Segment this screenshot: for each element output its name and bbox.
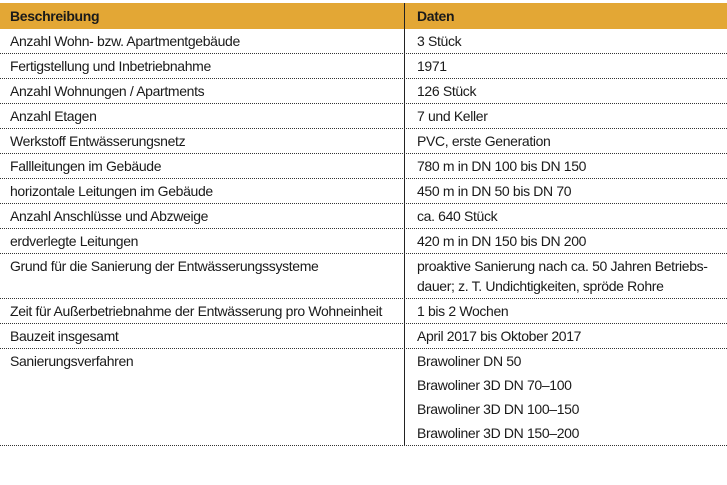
- row-label: Anzahl Etagen: [0, 104, 405, 128]
- row-value: [405, 299, 727, 323]
- row-label: horizontale Leitungen im Gebäude: [0, 179, 405, 203]
- row-value: [405, 349, 727, 445]
- table-body: [0, 29, 727, 446]
- table-row: [0, 349, 727, 446]
- table-row: [0, 54, 727, 79]
- row-label: Fertigstellung und Inbetriebnahme: [0, 54, 405, 78]
- table-row: [0, 204, 727, 229]
- header-beschreibung: Beschreibung: [0, 3, 405, 29]
- value-line: ca. 640 Stück: [417, 208, 498, 224]
- row-value: [405, 204, 727, 228]
- row-value: [405, 104, 727, 128]
- table-row: [0, 29, 727, 54]
- value-line: 7 und Keller: [417, 108, 488, 124]
- table-row: [0, 179, 727, 204]
- row-value: [405, 29, 727, 53]
- value-line: PVC, erste Generation: [417, 133, 551, 149]
- value-line: Brawoliner DN 50: [417, 353, 522, 369]
- value-line: Brawoliner 3D DN 150–200: [417, 425, 580, 441]
- table-header: [0, 3, 727, 29]
- table-row: [0, 254, 727, 299]
- table-row: [0, 229, 727, 254]
- row-label: erdverlegte Leitungen: [0, 229, 405, 253]
- table-row: [0, 104, 727, 129]
- row-label: Anzahl Wohn- bzw. Apartmentgebäude: [0, 29, 405, 53]
- value-line: April 2017 bis Oktober 2017: [417, 328, 582, 344]
- table-row: [0, 79, 727, 104]
- row-value: [405, 79, 727, 103]
- value-line: Brawoliner 3D DN 100–150: [417, 401, 580, 417]
- row-label: Fallleitungen im Gebäude: [0, 154, 405, 178]
- row-value: [405, 154, 727, 178]
- value-line: 126 Stück: [417, 83, 477, 99]
- value-line: Brawoliner 3D DN 70–100: [417, 377, 572, 393]
- table-row: [0, 129, 727, 154]
- row-label: Grund für die Sanierung der Entwässerungssysteme: [0, 254, 405, 298]
- value-line: 1971: [417, 58, 447, 74]
- value-line: 450 m in DN 50 bis DN 70: [417, 183, 572, 199]
- row-value: [405, 229, 727, 253]
- table-row: [0, 299, 727, 324]
- row-value: [405, 129, 727, 153]
- value-line: 420 m in DN 150 bis DN 200: [417, 233, 587, 249]
- row-label: Anzahl Wohnungen / Apartments: [0, 79, 405, 103]
- row-value: [405, 324, 727, 348]
- table-row: [0, 324, 727, 349]
- row-label: Werkstoff Entwässerungsnetz: [0, 129, 405, 153]
- row-label: Anzahl Anschlüsse und Abzweige: [0, 204, 405, 228]
- row-value: [405, 254, 727, 298]
- row-label: Zeit für Außerbetriebnahme der Entwässerung pro Wohneinheit: [0, 299, 405, 323]
- value-line: 780 m in DN 100 bis DN 150: [417, 158, 587, 174]
- row-value: [405, 179, 727, 203]
- value-line: dauer; z. T. Undichtigkeiten, spröde Rohre: [417, 278, 664, 294]
- data-table: [0, 3, 727, 446]
- value-line: proaktive Sanierung nach ca. 50 Jahren Betriebs-: [417, 258, 708, 274]
- row-value: [405, 54, 727, 78]
- header-daten: Daten: [417, 8, 455, 24]
- row-label: Sanierungsverfahren: [0, 349, 405, 445]
- value-line: 3 Stück: [417, 33, 462, 49]
- table-row: [0, 154, 727, 179]
- row-label: Bauzeit insgesamt: [0, 324, 405, 348]
- value-line: 1 bis 2 Wochen: [417, 303, 509, 319]
